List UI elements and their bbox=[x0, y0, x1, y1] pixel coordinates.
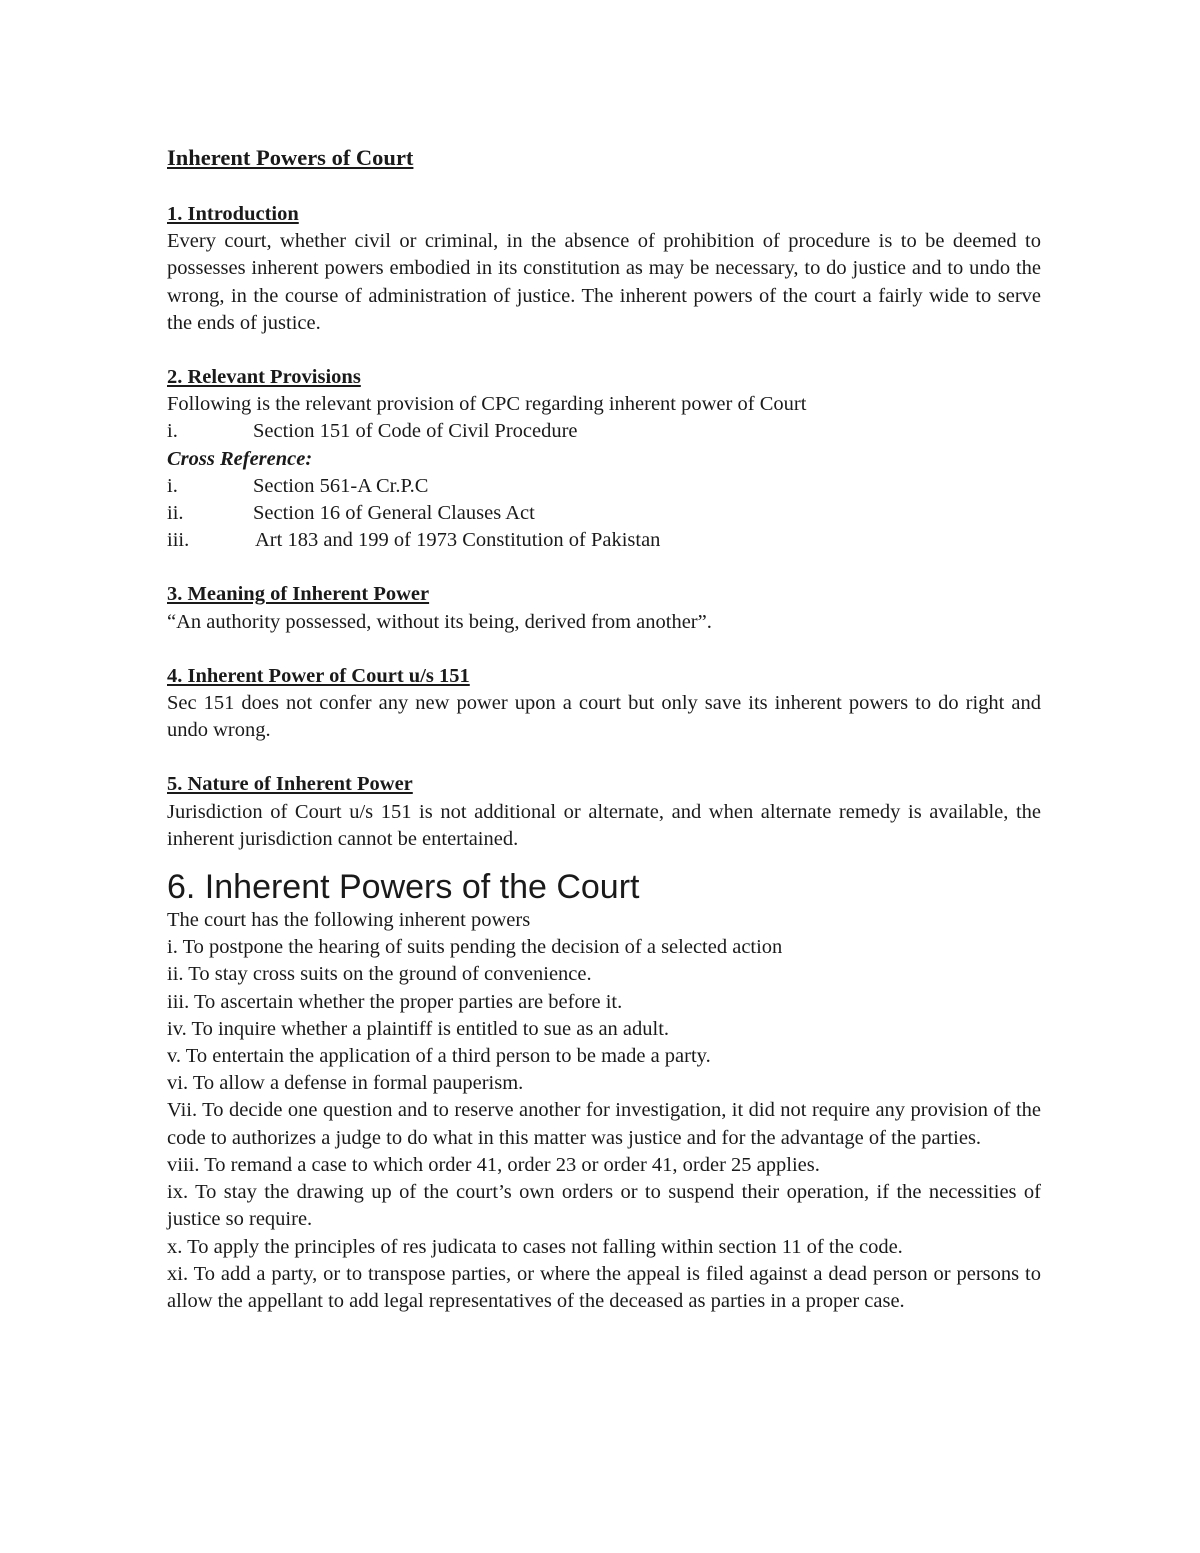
cross-reference-number: ii. bbox=[167, 502, 184, 525]
provisions-text: Following is the relevant provision of CPC regarding inherent power of Court bbox=[167, 393, 807, 416]
section-heading-nature: 5. Nature of Inherent Power bbox=[167, 773, 413, 796]
list-item: x. To apply the principles of res judicata to cases not falling within section 11 of the code. bbox=[167, 1235, 903, 1258]
list-item: viii. To remand a case to which order 41, order 23 or order 41, order 25 applies. bbox=[167, 1153, 820, 1176]
cross-reference-number: iii. bbox=[167, 529, 190, 552]
list-item: xi. To add a party, or to transpose parties, or where the appeal is filed against a dead person or persons to allow the appellant to add legal representatives of the deceased as parties in a proper case. bbox=[167, 1262, 1041, 1312]
list-item: vi. To allow a defense in formal pauperism. bbox=[167, 1072, 524, 1095]
cross-reference-text: Section 561-A Cr.P.C bbox=[253, 474, 429, 497]
provision-item bbox=[167, 418, 1041, 445]
section-heading-introduction: 1. Introduction bbox=[167, 203, 299, 225]
provision-item-number: i. bbox=[167, 420, 178, 443]
introduction-text: Every court, whether civil or criminal, in the absence of prohibition of procedure is to be deemed to possesses inherent powers embodied in its constitution as may be necessary, to do justice and to undo the wrong, in the course of administration of justice. The inherent powers of the court a fairly wide to serve the ends of justice. bbox=[167, 230, 1041, 334]
list-item: ix. To stay the drawing up of the court’s own orders or to suspend their operation, if the necessities of justice so require. bbox=[167, 1181, 1041, 1231]
cross-reference-label: Cross Reference: bbox=[167, 447, 313, 470]
section-heading-inherent-powers: 6. Inherent Powers of the Court bbox=[167, 868, 640, 907]
section-heading-power-us-151: 4. Inherent Power of Court u/s 151 bbox=[167, 664, 470, 687]
powers-intro: The court has the following inherent powers bbox=[167, 909, 531, 932]
list-item: ii. To stay cross suits on the ground of convenience. bbox=[167, 963, 592, 986]
meaning-text: “An authority possessed, without its being, derived from another”. bbox=[167, 610, 712, 633]
document-page bbox=[167, 142, 1041, 1315]
cross-reference-text: Art 183 and 199 of 1973 Constitution of Pakistan bbox=[255, 529, 661, 552]
cross-reference-item bbox=[167, 527, 1041, 554]
cross-reference-item bbox=[167, 473, 1041, 500]
list-item: v. To entertain the application of a third person to be made a party. bbox=[167, 1045, 711, 1068]
document-title: Inherent Powers of Court bbox=[167, 145, 414, 170]
sec151-text: Sec 151 does not confer any new power upon a court but only save its inherent powers to do right and undo wrong. bbox=[167, 692, 1041, 742]
cross-reference-number: i. bbox=[167, 474, 178, 497]
cross-reference-item bbox=[167, 500, 1041, 527]
section-heading-meaning: 3. Meaning of Inherent Power bbox=[167, 583, 430, 606]
section-heading-relevant-provisions: 2. Relevant Provisions bbox=[167, 366, 361, 389]
provision-item-text: Section 151 of Code of Civil Procedure bbox=[253, 420, 578, 443]
list-item: Vii. To decide one question and to reserve another for investigation, it did not require any provision of the code to authorizes a judge to do what in this matter was justice and for the advantage of the parties. bbox=[167, 1099, 1041, 1149]
list-item: iii. To ascertain whether the proper parties are before it. bbox=[167, 990, 623, 1013]
list-item: i. To postpone the hearing of suits pending the decision of a selected action bbox=[167, 936, 783, 959]
cross-reference-text: Section 16 of General Clauses Act bbox=[253, 502, 535, 525]
nature-text: Jurisdiction of Court u/s 151 is not additional or alternate, and when alternate remedy is available, the inherent jurisdiction cannot be entertained. bbox=[167, 800, 1041, 850]
list-item: iv. To inquire whether a plaintiff is entitled to sue as an adult. bbox=[167, 1017, 670, 1040]
